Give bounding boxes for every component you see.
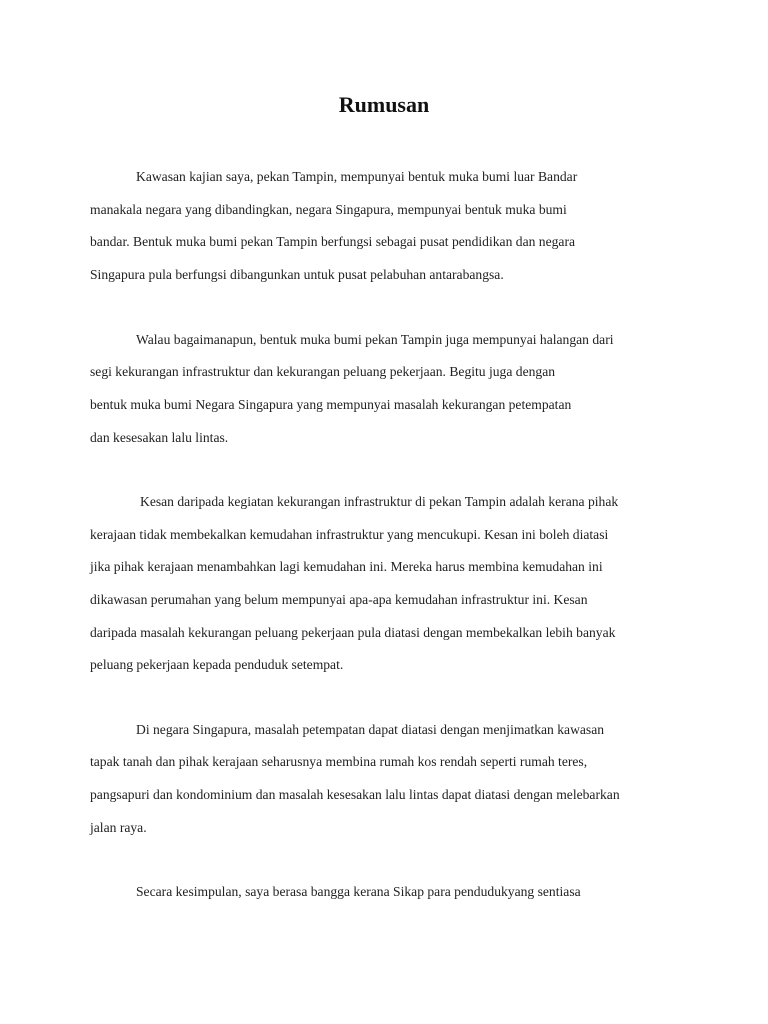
- paragraph-2-line-1: Walau bagaimanapun, bentuk muka bumi pekan Tampin juga mempunyai halangan dari: [136, 332, 614, 347]
- paragraph-1-line-3: bandar. Bentuk muka bumi pekan Tampin berfungsi sebagai pusat pendidikan dan negara: [90, 234, 576, 249]
- paragraph-2-line-4: dan kesesakan lalu lintas.: [90, 430, 229, 445]
- page-title: Rumusan: [338, 92, 430, 117]
- paragraph-4-line-1: Di negara Singapura, masalah petempatan dapat diatasi dengan menjimatkan kawasan: [136, 722, 605, 737]
- paragraph-3-line-3: jika pihak kerajaan menambahkan lagi kemudahan ini. Mereka harus membina kemudahan ini: [90, 559, 603, 574]
- paragraph-4-line-2: tapak tanah dan pihak kerajaan seharusnya membina rumah kos rendah seperti rumah teres,: [90, 754, 588, 769]
- paragraph-3-line-5: daripada masalah kekurangan peluang pekerjaan pula diatasi dengan membekalkan lebih banyak: [90, 625, 616, 640]
- paragraph-1-line-4: Singapura pula berfungsi dibangunkan untuk pusat pelabuhan antarabangsa.: [90, 267, 504, 282]
- paragraph-3-line-4: dikawasan perumahan yang belum mempunyai apa-apa kemudahan infrastruktur ini. Kesan: [90, 592, 588, 607]
- paragraph-4-line-3: pangsapuri dan kondominium dan masalah kesesakan lalu lintas dapat diatasi dengan melebarkan: [90, 787, 620, 802]
- paragraph-2-line-3: bentuk muka bumi Negara Singapura yang mempunyai masalah kekurangan petempatan: [90, 397, 572, 412]
- paragraph-3-line-2: kerajaan tidak membekalkan kemudahan infrastruktur yang mencukupi. Kesan ini boleh diatasi: [90, 527, 609, 542]
- paragraph-1-line-1: Kawasan kajian saya, pekan Tampin, mempunyai bentuk muka bumi luar Bandar: [136, 169, 578, 184]
- paragraph-2-line-2: segi kekurangan infrastruktur dan kekurangan peluang pekerjaan. Begitu juga dengan: [90, 364, 556, 379]
- paragraph-3-line-1: Kesan daripada kegiatan kekurangan infrastruktur di pekan Tampin adalah kerana pihak: [140, 494, 619, 509]
- paragraph-5-line-1: Secara kesimpulan, saya berasa bangga kerana Sikap para pendudukyang sentiasa: [136, 884, 581, 899]
- paragraph-1-line-2: manakala negara yang dibandingkan, negara Singapura, mempunyai bentuk muka bumi: [90, 202, 567, 217]
- paragraph-4-line-4: jalan raya.: [90, 820, 147, 835]
- paragraph-3-line-6: peluang pekerjaan kepada penduduk setempat.: [90, 657, 344, 672]
